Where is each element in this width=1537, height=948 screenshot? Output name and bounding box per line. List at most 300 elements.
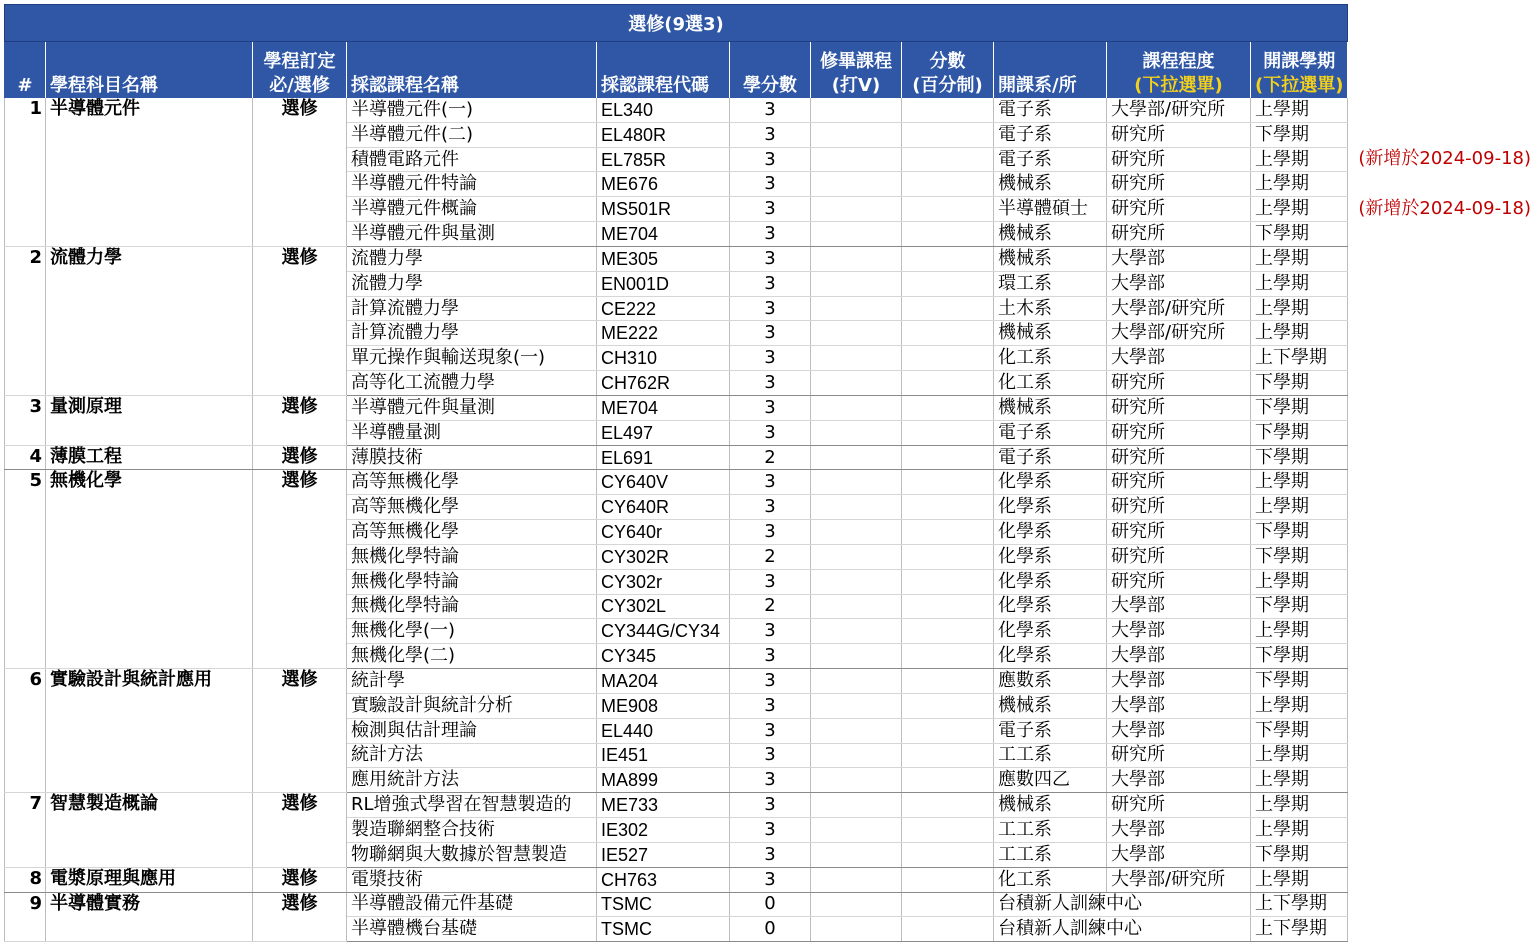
course-credits: 3 bbox=[730, 718, 811, 743]
course-semester-select[interactable]: 上學期 bbox=[1251, 619, 1348, 644]
completed-check-cell[interactable] bbox=[811, 445, 902, 470]
score-cell[interactable] bbox=[902, 98, 994, 123]
course-credits: 3 bbox=[730, 222, 811, 247]
course-semester-select[interactable]: 下學期 bbox=[1251, 842, 1348, 867]
header-level-line2: (下拉選單) bbox=[1134, 74, 1223, 96]
course-code: IE527 bbox=[597, 842, 730, 867]
course-code: ME704 bbox=[597, 395, 730, 420]
course-level-select[interactable]: 大學部 bbox=[1107, 619, 1251, 644]
completed-check-cell[interactable] bbox=[811, 147, 902, 172]
subject-name: 量測原理 bbox=[46, 395, 253, 445]
course-department: 機械系 bbox=[994, 321, 1107, 346]
course-name: 計算流體力學 bbox=[347, 296, 597, 321]
score-cell[interactable] bbox=[902, 122, 994, 147]
course-level-select[interactable]: 大學部/研究所 bbox=[1107, 867, 1251, 892]
course-level-select[interactable]: 大學部 bbox=[1107, 693, 1251, 718]
course-department: 化學系 bbox=[994, 644, 1107, 669]
course-credits: 3 bbox=[730, 197, 811, 222]
course-department: 化學系 bbox=[994, 594, 1107, 619]
subject-name: 流體力學 bbox=[46, 246, 253, 395]
score-cell[interactable] bbox=[902, 569, 994, 594]
table-row bbox=[5, 98, 1348, 123]
course-semester-select[interactable]: 上下學期 bbox=[1251, 346, 1348, 371]
course-credits: 3 bbox=[730, 768, 811, 793]
completed-check-cell[interactable] bbox=[811, 867, 902, 892]
required-type: 選修 bbox=[253, 395, 347, 445]
score-cell[interactable] bbox=[902, 222, 994, 247]
header-completed-line1: 修畢課程 bbox=[820, 50, 892, 72]
score-cell[interactable] bbox=[902, 296, 994, 321]
subject-index: 4 bbox=[5, 445, 46, 470]
header-completed-line2: (打V) bbox=[831, 74, 881, 96]
course-semester-select[interactable]: 下學期 bbox=[1251, 594, 1348, 619]
course-department: 環工系 bbox=[994, 271, 1107, 296]
subject-index: 5 bbox=[5, 470, 46, 669]
completed-check-cell[interactable] bbox=[811, 495, 902, 520]
course-semester-select[interactable]: 上學期 bbox=[1251, 296, 1348, 321]
course-name: 實驗設計與統計分析 bbox=[347, 693, 597, 718]
course-credits: 3 bbox=[730, 122, 811, 147]
subject-index: 8 bbox=[5, 867, 46, 892]
required-type: 選修 bbox=[253, 445, 347, 470]
course-code: IE451 bbox=[597, 743, 730, 768]
course-semester-select[interactable]: 下學期 bbox=[1251, 669, 1348, 694]
course-name: 高等無機化學 bbox=[347, 470, 597, 495]
course-level-select[interactable]: 研究所 bbox=[1107, 470, 1251, 495]
score-cell[interactable] bbox=[902, 346, 994, 371]
score-cell[interactable] bbox=[902, 818, 994, 843]
table-row bbox=[5, 793, 1348, 818]
course-semester-select[interactable]: 上學期 bbox=[1251, 569, 1348, 594]
header-score bbox=[902, 42, 994, 98]
course-code: EL440 bbox=[597, 718, 730, 743]
header-department: 開課系/所 bbox=[994, 42, 1107, 98]
course-credits: 3 bbox=[730, 842, 811, 867]
subject-index: 7 bbox=[5, 793, 46, 867]
course-name: 物聯網與大數據於智慧製造 bbox=[347, 842, 597, 867]
course-credits: 3 bbox=[730, 619, 811, 644]
course-code: ME222 bbox=[597, 321, 730, 346]
course-credits: 3 bbox=[730, 371, 811, 396]
completed-check-cell[interactable] bbox=[811, 197, 902, 222]
header-completed bbox=[811, 42, 902, 98]
course-level-select[interactable]: 大學部 bbox=[1107, 644, 1251, 669]
course-department: 機械系 bbox=[994, 172, 1107, 197]
course-credits: 3 bbox=[730, 520, 811, 545]
subject-index: 9 bbox=[5, 892, 46, 942]
score-cell[interactable] bbox=[902, 271, 994, 296]
course-department: 化工系 bbox=[994, 371, 1107, 396]
table-body bbox=[5, 98, 1348, 942]
header-score-line2: (百分制) bbox=[912, 74, 983, 96]
required-type: 選修 bbox=[253, 793, 347, 867]
course-department: 工工系 bbox=[994, 743, 1107, 768]
course-department: 土木系 bbox=[994, 296, 1107, 321]
course-name: 統計方法 bbox=[347, 743, 597, 768]
completed-check-cell[interactable] bbox=[811, 569, 902, 594]
course-code: ME733 bbox=[597, 793, 730, 818]
course-semester-select[interactable]: 上學期 bbox=[1251, 172, 1348, 197]
table-row bbox=[5, 470, 1348, 495]
course-level-select[interactable]: 大學部 bbox=[1107, 271, 1251, 296]
score-cell[interactable] bbox=[902, 246, 994, 271]
completed-check-cell[interactable] bbox=[811, 544, 902, 569]
score-cell[interactable] bbox=[902, 917, 994, 942]
course-department: 工工系 bbox=[994, 818, 1107, 843]
course-code: MS501R bbox=[597, 197, 730, 222]
course-code: CY344G/CY34 bbox=[597, 619, 730, 644]
course-credits: 3 bbox=[730, 147, 811, 172]
course-semester-select[interactable]: 上學期 bbox=[1251, 693, 1348, 718]
course-name: RL增強式學習在智慧製造的 bbox=[347, 793, 597, 818]
subject-name: 無機化學 bbox=[46, 470, 253, 669]
course-level-select[interactable]: 大學部 bbox=[1107, 246, 1251, 271]
course-credits: 3 bbox=[730, 693, 811, 718]
completed-check-cell[interactable] bbox=[811, 669, 902, 694]
course-department: 電子系 bbox=[994, 718, 1107, 743]
course-department: 機械系 bbox=[994, 793, 1107, 818]
subject-name: 智慧製造概論 bbox=[46, 793, 253, 867]
course-department: 化學系 bbox=[994, 569, 1107, 594]
completed-check-cell[interactable] bbox=[811, 619, 902, 644]
completed-check-cell[interactable] bbox=[811, 520, 902, 545]
course-name: 統計學 bbox=[347, 669, 597, 694]
score-cell[interactable] bbox=[902, 197, 994, 222]
course-name: 流體力學 bbox=[347, 271, 597, 296]
course-semester-select[interactable]: 上學期 bbox=[1251, 147, 1348, 172]
course-code: EL340 bbox=[597, 98, 730, 123]
course-level-select[interactable]: 大學部 bbox=[1107, 842, 1251, 867]
completed-check-cell[interactable] bbox=[811, 222, 902, 247]
course-level-select[interactable]: 研究所 bbox=[1107, 371, 1251, 396]
course-department: 工工系 bbox=[994, 842, 1107, 867]
table-row bbox=[5, 395, 1348, 420]
course-department: 機械系 bbox=[994, 222, 1107, 247]
course-department: 化工系 bbox=[994, 867, 1107, 892]
course-credits: 2 bbox=[730, 544, 811, 569]
course-semester-select[interactable]: 下學期 bbox=[1251, 544, 1348, 569]
course-department: 化學系 bbox=[994, 520, 1107, 545]
course-credits: 3 bbox=[730, 98, 811, 123]
course-name: 半導體元件與量測 bbox=[347, 222, 597, 247]
course-name: 計算流體力學 bbox=[347, 321, 597, 346]
course-semester-select[interactable]: 下學期 bbox=[1251, 445, 1348, 470]
header-semester-line1: 開課學期 bbox=[1263, 50, 1336, 72]
course-credits: 3 bbox=[730, 470, 811, 495]
course-credits: 3 bbox=[730, 321, 811, 346]
header-semester-line2: (下拉選單) bbox=[1255, 74, 1344, 96]
completed-check-cell[interactable] bbox=[811, 743, 902, 768]
course-level-select[interactable]: 研究所 bbox=[1107, 420, 1251, 445]
score-cell[interactable] bbox=[902, 594, 994, 619]
course-name: 無機化學特論 bbox=[347, 544, 597, 569]
course-level-select[interactable]: 研究所 bbox=[1107, 395, 1251, 420]
course-department: 電子系 bbox=[994, 98, 1107, 123]
table-title: 選修(9選3) bbox=[5, 5, 1348, 42]
course-code: MA899 bbox=[597, 768, 730, 793]
course-credits: 3 bbox=[730, 246, 811, 271]
score-cell[interactable] bbox=[902, 470, 994, 495]
course-semester-select[interactable]: 上學期 bbox=[1251, 793, 1348, 818]
course-name: 電漿技術 bbox=[347, 867, 597, 892]
course-name: 半導體元件(二) bbox=[347, 122, 597, 147]
course-name: 無機化學(二) bbox=[347, 644, 597, 669]
completed-check-cell[interactable] bbox=[811, 842, 902, 867]
completed-check-cell[interactable] bbox=[811, 246, 902, 271]
course-credits: 3 bbox=[730, 818, 811, 843]
completed-check-cell[interactable] bbox=[811, 768, 902, 793]
subject-name: 半導體元件 bbox=[46, 98, 253, 247]
completed-check-cell[interactable] bbox=[811, 98, 902, 123]
course-level-select[interactable]: 研究所 bbox=[1107, 743, 1251, 768]
course-level-select[interactable]: 研究所 bbox=[1107, 445, 1251, 470]
course-semester-select[interactable]: 上學期 bbox=[1251, 867, 1348, 892]
elective-courses-table bbox=[4, 4, 1348, 942]
score-cell[interactable] bbox=[902, 892, 994, 917]
course-name: 無機化學特論 bbox=[347, 569, 597, 594]
course-code: ME908 bbox=[597, 693, 730, 718]
course-semester-select[interactable]: 下學期 bbox=[1251, 222, 1348, 247]
course-semester-select[interactable]: 上學期 bbox=[1251, 495, 1348, 520]
course-code: EL785R bbox=[597, 147, 730, 172]
header-index: # bbox=[5, 42, 46, 98]
course-code: CY345 bbox=[597, 644, 730, 669]
course-level-select[interactable]: 研究所 bbox=[1107, 197, 1251, 222]
course-name: 高等無機化學 bbox=[347, 520, 597, 545]
score-cell[interactable] bbox=[902, 693, 994, 718]
course-code: CH763 bbox=[597, 867, 730, 892]
course-credits: 3 bbox=[730, 569, 811, 594]
header-required bbox=[253, 42, 347, 98]
completed-check-cell[interactable] bbox=[811, 917, 902, 942]
course-level-select[interactable]: 研究所 bbox=[1107, 569, 1251, 594]
course-semester-select[interactable]: 上學期 bbox=[1251, 321, 1348, 346]
course-credits: 3 bbox=[730, 793, 811, 818]
subject-name: 電漿原理與應用 bbox=[46, 867, 253, 892]
score-cell[interactable] bbox=[902, 495, 994, 520]
course-semester-select[interactable]: 上學期 bbox=[1251, 246, 1348, 271]
score-cell[interactable] bbox=[902, 619, 994, 644]
score-cell[interactable] bbox=[902, 395, 994, 420]
course-credits: 3 bbox=[730, 743, 811, 768]
score-cell[interactable] bbox=[902, 669, 994, 694]
completed-check-cell[interactable] bbox=[811, 420, 902, 445]
course-level-select[interactable]: 大學部/研究所 bbox=[1107, 321, 1251, 346]
course-department: 電子系 bbox=[994, 445, 1107, 470]
score-cell[interactable] bbox=[902, 371, 994, 396]
course-semester-select[interactable]: 上下學期 bbox=[1251, 892, 1348, 917]
course-semester-select[interactable]: 下學期 bbox=[1251, 520, 1348, 545]
course-credits: 3 bbox=[730, 669, 811, 694]
completed-check-cell[interactable] bbox=[811, 271, 902, 296]
score-cell[interactable] bbox=[902, 743, 994, 768]
course-department: 化學系 bbox=[994, 544, 1107, 569]
course-code: EL480R bbox=[597, 122, 730, 147]
course-level-select[interactable]: 研究所 bbox=[1107, 520, 1251, 545]
subject-name: 薄膜工程 bbox=[46, 445, 253, 470]
course-code: CY302R bbox=[597, 544, 730, 569]
completed-check-cell[interactable] bbox=[811, 296, 902, 321]
score-cell[interactable] bbox=[902, 768, 994, 793]
completed-check-cell[interactable] bbox=[811, 594, 902, 619]
course-semester-select[interactable]: 下學期 bbox=[1251, 122, 1348, 147]
course-department: 化工系 bbox=[994, 346, 1107, 371]
course-name: 半導體元件特論 bbox=[347, 172, 597, 197]
course-credits: 0 bbox=[730, 917, 811, 942]
header-course-name: 採認課程名稱 bbox=[347, 42, 597, 98]
course-level-select[interactable]: 大學部/研究所 bbox=[1107, 98, 1251, 123]
completed-check-cell[interactable] bbox=[811, 321, 902, 346]
course-semester-select[interactable]: 上學期 bbox=[1251, 743, 1348, 768]
course-department: 台積新人訓練中心 bbox=[994, 917, 1251, 942]
score-cell[interactable] bbox=[902, 420, 994, 445]
course-semester-select[interactable]: 上學期 bbox=[1251, 271, 1348, 296]
course-level-select[interactable]: 研究所 bbox=[1107, 222, 1251, 247]
course-name: 無機化學(一) bbox=[347, 619, 597, 644]
course-level-select[interactable]: 研究所 bbox=[1107, 147, 1251, 172]
course-level-select[interactable]: 大學部 bbox=[1107, 768, 1251, 793]
course-code: IE302 bbox=[597, 818, 730, 843]
course-credits: 2 bbox=[730, 594, 811, 619]
subject-index: 6 bbox=[5, 669, 46, 793]
course-level-select[interactable]: 大學部/研究所 bbox=[1107, 296, 1251, 321]
course-code: EL691 bbox=[597, 445, 730, 470]
course-semester-select[interactable]: 下學期 bbox=[1251, 371, 1348, 396]
required-type: 選修 bbox=[253, 470, 347, 669]
course-department: 台積新人訓練中心 bbox=[994, 892, 1251, 917]
completed-check-cell[interactable] bbox=[811, 892, 902, 917]
subject-index: 1 bbox=[5, 98, 46, 247]
course-department: 化學系 bbox=[994, 619, 1107, 644]
course-level-select[interactable]: 研究所 bbox=[1107, 172, 1251, 197]
course-level-select[interactable]: 大學部 bbox=[1107, 669, 1251, 694]
course-credits: 3 bbox=[730, 271, 811, 296]
course-code: CH762R bbox=[597, 371, 730, 396]
course-code: CY640R bbox=[597, 495, 730, 520]
course-code: CH310 bbox=[597, 346, 730, 371]
score-cell[interactable] bbox=[902, 544, 994, 569]
table-row bbox=[5, 867, 1348, 892]
course-level-select[interactable]: 大學部 bbox=[1107, 346, 1251, 371]
course-name: 無機化學特論 bbox=[347, 594, 597, 619]
course-level-select[interactable]: 研究所 bbox=[1107, 793, 1251, 818]
header-required-line1: 學程訂定 bbox=[263, 50, 336, 72]
course-credits: 2 bbox=[730, 445, 811, 470]
header-subject: 學程科目名稱 bbox=[46, 42, 253, 98]
required-type: 選修 bbox=[253, 867, 347, 892]
course-name: 單元操作與輸送現象(一) bbox=[347, 346, 597, 371]
course-level-select[interactable]: 研究所 bbox=[1107, 544, 1251, 569]
completed-check-cell[interactable] bbox=[811, 395, 902, 420]
score-cell[interactable] bbox=[902, 842, 994, 867]
course-name: 半導體量測 bbox=[347, 420, 597, 445]
required-type: 選修 bbox=[253, 98, 347, 247]
completed-check-cell[interactable] bbox=[811, 793, 902, 818]
table-row bbox=[5, 246, 1348, 271]
course-semester-select[interactable]: 上學期 bbox=[1251, 768, 1348, 793]
course-semester-select[interactable]: 下學期 bbox=[1251, 718, 1348, 743]
course-name: 半導體元件與量測 bbox=[347, 395, 597, 420]
score-cell[interactable] bbox=[902, 644, 994, 669]
subject-name: 半導體實務 bbox=[46, 892, 253, 942]
course-credits: 3 bbox=[730, 296, 811, 321]
course-level-select[interactable]: 大學部 bbox=[1107, 718, 1251, 743]
completed-check-cell[interactable] bbox=[811, 371, 902, 396]
course-name: 應用統計方法 bbox=[347, 768, 597, 793]
score-cell[interactable] bbox=[902, 718, 994, 743]
course-semester-select[interactable]: 上學期 bbox=[1251, 818, 1348, 843]
course-semester-select[interactable]: 上學期 bbox=[1251, 98, 1348, 123]
course-department: 應數四乙 bbox=[994, 768, 1107, 793]
course-credits: 3 bbox=[730, 495, 811, 520]
course-semester-select[interactable]: 上下學期 bbox=[1251, 917, 1348, 942]
course-department: 電子系 bbox=[994, 147, 1107, 172]
course-level-select[interactable]: 研究所 bbox=[1107, 495, 1251, 520]
table-row bbox=[5, 445, 1348, 470]
course-code: CY302r bbox=[597, 569, 730, 594]
course-name: 製造聯網整合技術 bbox=[347, 818, 597, 843]
score-cell[interactable] bbox=[902, 520, 994, 545]
score-cell[interactable] bbox=[902, 321, 994, 346]
course-semester-select[interactable]: 下學期 bbox=[1251, 420, 1348, 445]
course-code: TSMC bbox=[597, 892, 730, 917]
course-code: TSMC bbox=[597, 917, 730, 942]
header-semester bbox=[1251, 42, 1348, 98]
course-credits: 3 bbox=[730, 395, 811, 420]
header-credits: 學分數 bbox=[730, 42, 811, 98]
score-cell[interactable] bbox=[902, 867, 994, 892]
course-credits: 3 bbox=[730, 346, 811, 371]
course-credits: 3 bbox=[730, 172, 811, 197]
score-cell[interactable] bbox=[902, 147, 994, 172]
course-level-select[interactable]: 大學部 bbox=[1107, 594, 1251, 619]
course-name: 積體電路元件 bbox=[347, 147, 597, 172]
required-type: 選修 bbox=[253, 246, 347, 395]
table-row bbox=[5, 892, 1348, 917]
course-name: 薄膜技術 bbox=[347, 445, 597, 470]
course-department: 機械系 bbox=[994, 395, 1107, 420]
completed-check-cell[interactable] bbox=[811, 644, 902, 669]
course-level-select[interactable]: 大學部 bbox=[1107, 818, 1251, 843]
completed-check-cell[interactable] bbox=[811, 122, 902, 147]
course-name: 半導體機台基礎 bbox=[347, 917, 597, 942]
score-cell[interactable] bbox=[902, 793, 994, 818]
course-credits: 0 bbox=[730, 892, 811, 917]
completed-check-cell[interactable] bbox=[811, 172, 902, 197]
course-department: 化學系 bbox=[994, 470, 1107, 495]
subject-index: 3 bbox=[5, 395, 46, 445]
course-semester-select[interactable]: 上學期 bbox=[1251, 470, 1348, 495]
completed-check-cell[interactable] bbox=[811, 818, 902, 843]
course-code: ME305 bbox=[597, 246, 730, 271]
completed-check-cell[interactable] bbox=[811, 693, 902, 718]
course-semester-select[interactable]: 下學期 bbox=[1251, 395, 1348, 420]
course-code: MA204 bbox=[597, 669, 730, 694]
course-level-select[interactable]: 研究所 bbox=[1107, 122, 1251, 147]
course-name: 高等化工流體力學 bbox=[347, 371, 597, 396]
score-cell[interactable] bbox=[902, 172, 994, 197]
course-semester-select[interactable]: 上學期 bbox=[1251, 197, 1348, 222]
header-score-line1: 分數 bbox=[929, 50, 966, 72]
score-cell[interactable] bbox=[902, 445, 994, 470]
course-semester-select[interactable]: 下學期 bbox=[1251, 644, 1348, 669]
required-type: 選修 bbox=[253, 669, 347, 793]
completed-check-cell[interactable] bbox=[811, 470, 902, 495]
completed-check-cell[interactable] bbox=[811, 718, 902, 743]
course-code: ME676 bbox=[597, 172, 730, 197]
completed-check-cell[interactable] bbox=[811, 346, 902, 371]
subject-name: 實驗設計與統計應用 bbox=[46, 669, 253, 793]
